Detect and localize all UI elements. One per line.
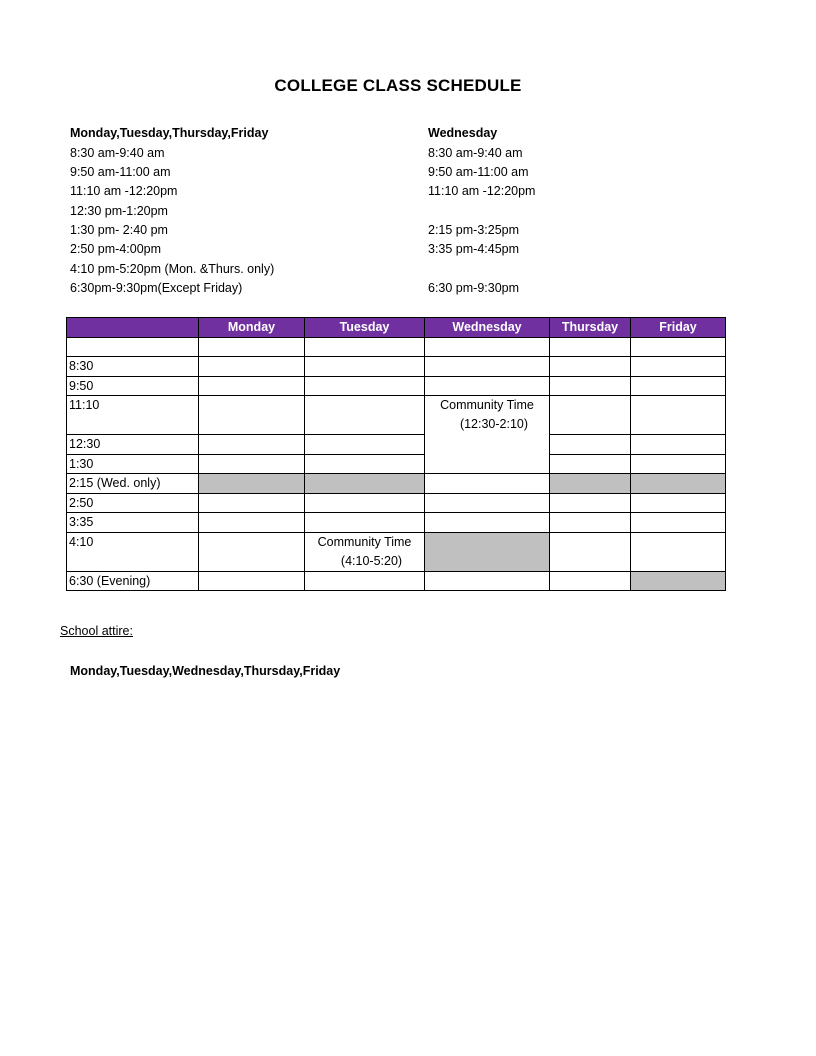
table-cell <box>631 376 726 396</box>
list-item <box>428 202 535 221</box>
time-cell: 3:35 <box>67 513 199 533</box>
list-item: 3:35 pm-4:45pm <box>428 242 520 257</box>
school-attire-label: School attire: <box>60 624 133 638</box>
shaded-cell <box>305 474 425 494</box>
time-cell: 11:10 <box>67 396 199 435</box>
table-cell <box>631 454 726 474</box>
table-row <box>67 532 726 571</box>
time-cell: 1:30 <box>67 454 199 474</box>
list-item: 9:50 am-11:00 am <box>70 164 171 179</box>
community-time-range: (12:30-2:10) <box>459 417 529 431</box>
table-cell <box>631 532 726 571</box>
header-cell-friday: Friday <box>631 318 726 338</box>
table-cell <box>425 571 550 591</box>
shaded-cell <box>631 571 726 591</box>
shaded-cell <box>199 474 305 494</box>
tuesday-community-time <box>305 532 425 571</box>
table-cell <box>631 493 726 513</box>
table-row <box>67 376 726 396</box>
table-cell <box>550 357 631 377</box>
schedule-table <box>66 317 726 591</box>
list-item: 4:10 pm-5:20pm (Mon. &Thurs. only) <box>70 261 275 276</box>
table-cell <box>199 513 305 533</box>
table-cell <box>425 513 550 533</box>
list-item: 1:30 pm- 2:40 pm <box>70 223 168 238</box>
weekday-list-heading: Monday,Tuesday,Thursday,Friday <box>70 126 269 140</box>
shaded-cell <box>631 474 726 494</box>
table-cell <box>199 532 305 571</box>
header-cell-wednesday: Wednesday <box>425 318 550 338</box>
table-cell <box>425 357 550 377</box>
table-cell <box>199 357 305 377</box>
table-cell <box>425 337 550 357</box>
table-row <box>67 357 726 377</box>
table-cell <box>199 493 305 513</box>
list-item: 2:50 pm-4:00pm <box>70 242 162 257</box>
table-row <box>67 337 726 357</box>
table-cell <box>550 513 631 533</box>
table-cell <box>550 493 631 513</box>
list-item: 11:10 am -12:20pm <box>70 184 178 199</box>
table-cell <box>550 532 631 571</box>
table-cell <box>305 571 425 591</box>
attire-days: Monday,Tuesday,Wednesday,Thursday,Friday <box>70 664 341 678</box>
time-cell: 4:10 <box>67 532 199 571</box>
time-cell <box>67 337 199 357</box>
table-cell <box>550 337 631 357</box>
table-cell <box>550 376 631 396</box>
table-cell <box>425 493 550 513</box>
list-item: 12:30 pm-1:20pm <box>70 203 168 218</box>
table-row <box>67 435 726 455</box>
table-cell <box>305 357 425 377</box>
list-item: 9:50 am-11:00 am <box>428 164 529 179</box>
table-cell <box>425 376 550 396</box>
list-item: 8:30 am-9:40 am <box>70 145 165 160</box>
table-cell <box>305 435 425 455</box>
community-time-range: (4:10-5:20) <box>340 553 403 568</box>
table-cell <box>425 474 550 494</box>
time-cell: 9:50 <box>67 376 199 396</box>
table-cell <box>631 337 726 357</box>
wednesday-community-time <box>425 396 550 474</box>
table-cell <box>550 435 631 455</box>
table-cell <box>631 357 726 377</box>
table-row <box>67 513 726 533</box>
table-cell <box>305 376 425 396</box>
table-cell <box>550 396 631 435</box>
time-cell: 2:15 (Wed. only) <box>67 474 199 494</box>
community-time-label: Community Time <box>440 398 534 412</box>
table-cell <box>631 435 726 455</box>
list-item <box>428 260 535 279</box>
list-item: 8:30 am-9:40 am <box>428 145 523 160</box>
table-row <box>67 571 726 591</box>
table-cell <box>305 454 425 474</box>
header-cell-time <box>67 318 199 338</box>
table-cell <box>631 396 726 435</box>
list-item: 6:30 pm-9:30pm <box>428 281 520 296</box>
table-cell <box>305 337 425 357</box>
shaded-cell <box>425 532 550 571</box>
table-row <box>67 454 726 474</box>
list-item: 11:10 am -12:20pm <box>428 184 536 199</box>
wednesday-time-list <box>428 124 535 299</box>
table-cell <box>305 493 425 513</box>
time-cell: 6:30 (Evening) <box>67 571 199 591</box>
weekday-time-list <box>70 124 274 299</box>
table-cell <box>199 435 305 455</box>
table-cell <box>199 571 305 591</box>
list-item: 2:15 pm-3:25pm <box>428 223 520 238</box>
header-cell-tuesday: Tuesday <box>305 318 425 338</box>
table-cell <box>199 376 305 396</box>
table-cell <box>199 337 305 357</box>
table-cell <box>305 513 425 533</box>
time-cell: 2:50 <box>67 493 199 513</box>
time-cell: 8:30 <box>67 357 199 377</box>
header-cell-monday: Monday <box>199 318 305 338</box>
table-row <box>67 474 726 494</box>
time-cell: 12:30 <box>67 435 199 455</box>
table-cell <box>550 454 631 474</box>
wednesday-list-heading: Wednesday <box>428 126 498 140</box>
list-item: 6:30pm-9:30pm(Except Friday) <box>70 281 243 296</box>
table-row <box>67 396 726 435</box>
table-row <box>67 493 726 513</box>
shaded-cell <box>550 474 631 494</box>
table-header-row <box>67 318 726 338</box>
table-cell <box>199 396 305 435</box>
page-title: COLLEGE CLASS SCHEDULE <box>274 76 522 95</box>
table-cell <box>199 454 305 474</box>
community-time-label: Community Time <box>317 534 412 549</box>
table-cell <box>305 396 425 435</box>
header-cell-thursday: Thursday <box>550 318 631 338</box>
table-cell <box>631 513 726 533</box>
table-cell <box>550 571 631 591</box>
